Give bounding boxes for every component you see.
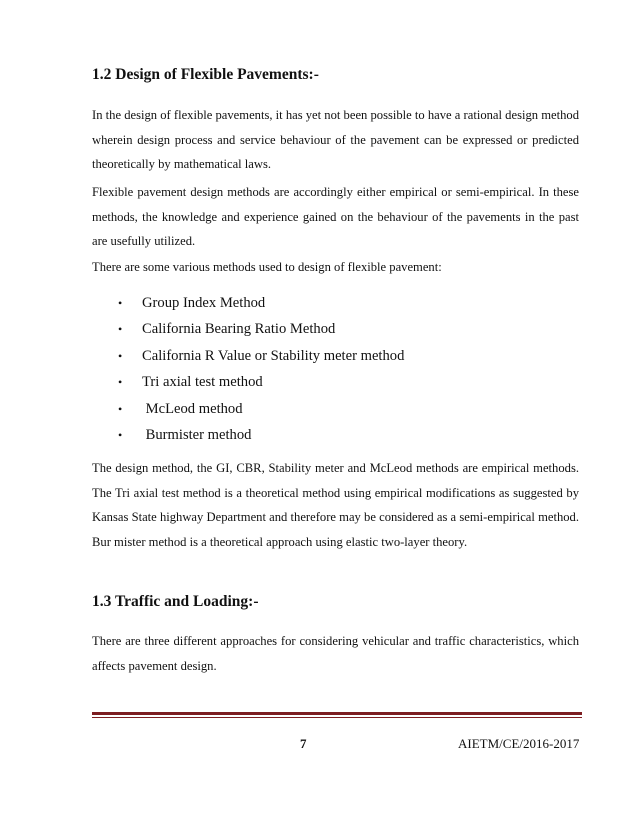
page-number: 7 (300, 736, 307, 751)
list-item-label: Burmister method (142, 426, 252, 443)
paragraph-methods-classification: The design method, the GI, CBR, Stability meter and McLeod methods are empirical methods. The Tri axial test method is a theoretical method using empirical modifications as suggested by Kansas State highway Department and therefore may be considered as a semi-empirical method. Bur mister method is a theoretical approach using elastic two-layer theory. (92, 461, 579, 549)
footer-document-code: AIETM/CE/2016-2017 (458, 736, 580, 751)
list-item (118, 396, 404, 422)
list-item (118, 290, 404, 316)
list-item-label: Group Index Method (142, 295, 266, 311)
section-heading-traffic: 1.3 Traffic and Loading:- (92, 593, 259, 610)
paragraph-design-methods: Flexible pavement design methods are accordingly either empirical or semi-empirical. In these methods, the knowledge and experience gained on the behaviour of the pavements in the past are usefully utilized. (92, 185, 579, 248)
list-item (118, 343, 404, 369)
list-item (118, 369, 404, 395)
list-item-label: McLeod method (142, 400, 243, 417)
list-item (118, 422, 404, 448)
bullet-icon: • (118, 348, 123, 363)
list-item-label: California Bearing Ratio Method (142, 321, 336, 338)
bullet-icon: • (118, 375, 123, 390)
bullet-icon: • (118, 427, 123, 442)
footer-divider-thick (92, 712, 582, 715)
list-item-label: California R Value or Stability meter method (142, 347, 405, 364)
section-heading-design: 1.2 Design of Flexible Pavements:- (92, 66, 319, 83)
footer-divider-thin (92, 717, 582, 718)
paragraph-traffic-intro: There are three different approaches for considering vehicular and traffic characteristics, which affects pavement design. (92, 634, 579, 673)
paragraph-design-intro: In the design of flexible pavements, it has yet not been possible to have a rational design method wherein design process and service behaviour of the pavement can be expressed or predicted theoretically by mathematical laws. (92, 108, 579, 171)
paragraph-methods-list-intro: There are some various methods used to design of flexible pavement: (92, 260, 442, 274)
methods-bullet-list (118, 290, 404, 448)
list-item (118, 316, 404, 342)
bullet-icon: • (118, 401, 123, 416)
bullet-icon: • (118, 322, 123, 337)
list-item-label: Tri axial test method (142, 374, 263, 391)
bullet-icon: • (118, 296, 123, 310)
